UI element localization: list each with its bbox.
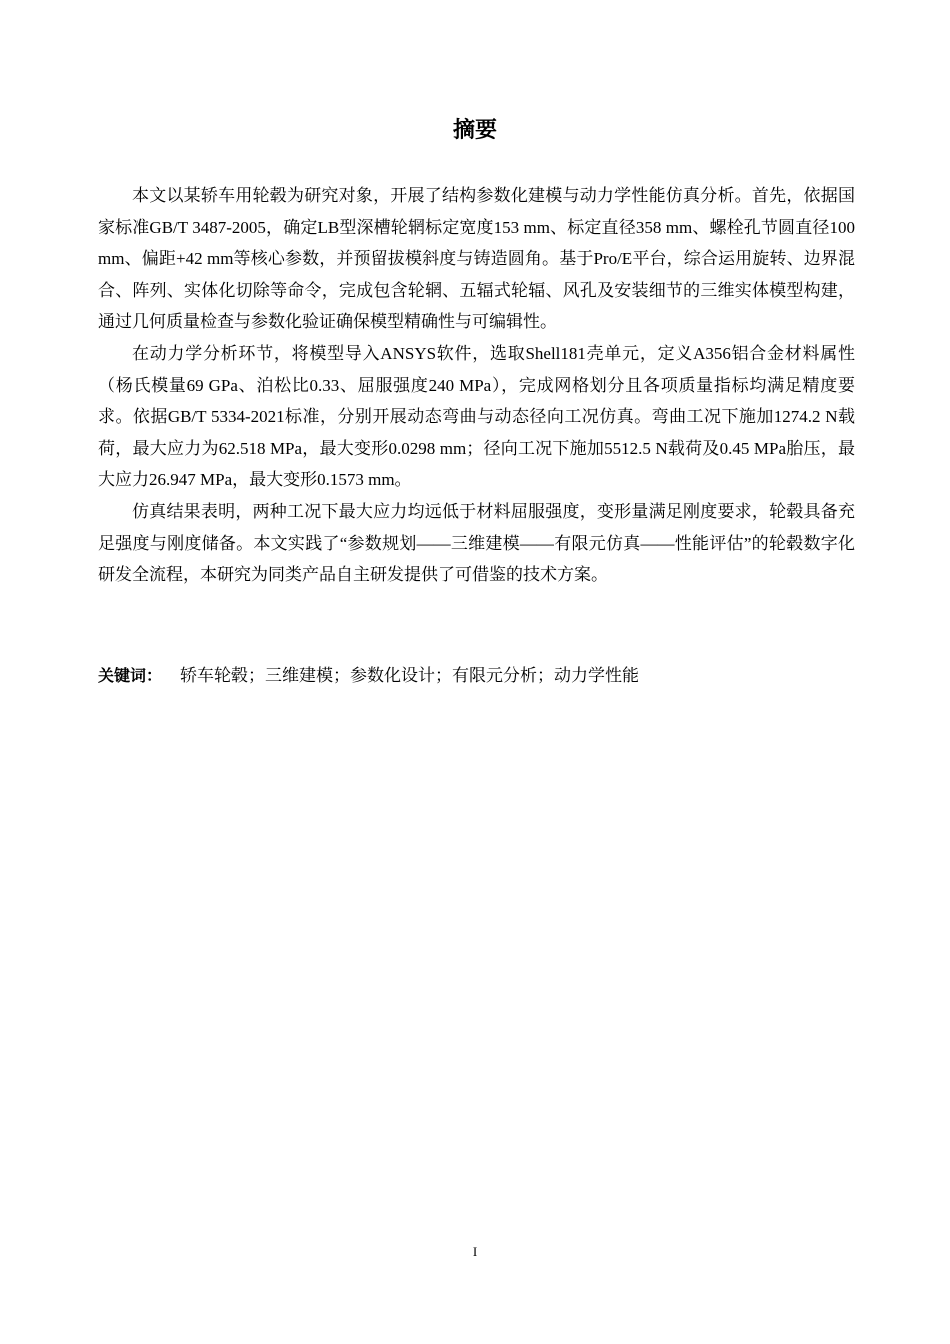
keywords-line bbox=[98, 660, 855, 692]
keywords-list: 轿车轮毂；三维建模；参数化设计；有限元分析；动力学性能 bbox=[180, 666, 640, 685]
page-number: I bbox=[472, 1244, 478, 1259]
abstract-paragraph-2: 在动力学分析环节，将模型导入ANSYS软件，选取Shell181壳单元，定义A356铝合金材料属性（杨氏模量69 GPa、泊松比0.33、屈服强度240 MPa），完成网格划分且各项质量指标均满足精度要求。依据GB/T 5334-2021标准，分别开展动态弯曲与动态径向工况仿真。弯曲工况下施加1274.2 N载荷，最大应力为62.518 MPa，最大变形0.0298 mm；径向工况下施加5512.5 N载荷及0.45 MPa胎压，最大应力26.947 MPa，最大变形0.1573 mm。 bbox=[98, 343, 855, 490]
abstract-paragraph-3: 仿真结果表明，两种工况下最大应力均远低于材料屈服强度，变形量满足刚度要求，轮毂具备充足强度与刚度储备。本文实践了“参数规划——三维建模——有限元仿真——性能评估”的轮毂数字化研发全流程，本研究为同类产品自主研发提供了可借鉴的技术方案。 bbox=[98, 501, 855, 585]
abstract-paragraph-1: 本文以某轿车用轮毂为研究对象，开展了结构参数化建模与动力学性能仿真分析。首先，依据国家标准GB/T 3487-2005，确定LB型深槽轮辋标定宽度153 mm、标定直径358 mm、螺栓孔节圆直径100 mm、偏距+42 mm等核心参数，并预留拔模斜度与铸造圆角。基于Pro/E平台，综合运用旋转、边界混合、阵列、实体化切除等命令，完成包含轮辋、五辐式轮辐、风孔及安装细节的三维实体模型构建，通过几何质量检查与参数化验证确保模型精确性与可编辑性。 bbox=[98, 186, 855, 332]
abstract-title: 摘要 bbox=[452, 118, 497, 143]
keywords-label: 关键词： bbox=[98, 666, 163, 685]
abstract-body bbox=[98, 180, 855, 591]
